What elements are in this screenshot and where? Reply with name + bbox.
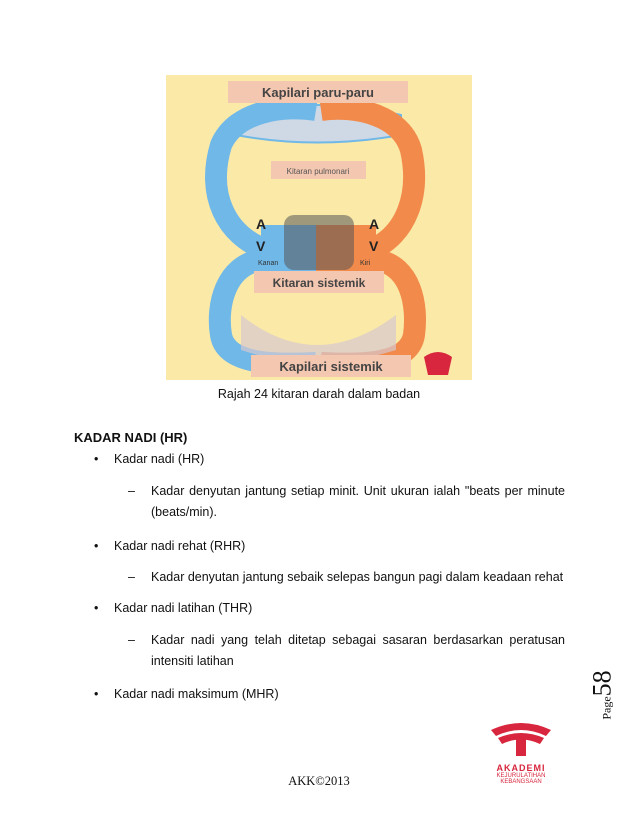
label-kanan: Kanan (258, 260, 279, 267)
dash-icon: – (128, 570, 135, 584)
logo-line2: KEJURULATIHAN (496, 773, 546, 779)
detail-text: Kadar denyutan jantung setiap minit. Unit ukuran ialah "beats per minute (beats/min). (151, 484, 565, 519)
list-item-label: Kadar nadi rehat (RHR) (114, 539, 246, 553)
label-top: Kapilari paru-paru (262, 85, 374, 100)
dash-icon: – (128, 484, 135, 498)
logo-line1: AKADEMI (496, 763, 546, 773)
label-v-left: V (256, 238, 266, 254)
bullet-icon: • (94, 601, 99, 615)
list-item-label: Kadar nadi (HR) (114, 452, 205, 466)
detail-text: Kadar denyutan jantung sebaik selepas bangun pagi dalam keadaan rehat (151, 570, 564, 584)
bullet-icon: • (94, 452, 99, 466)
corner-logo-icon (424, 352, 452, 375)
detail-text: Kadar nadi yang telah ditetap sebagai sasaran berdasarkan peratusan intensiti latihan (151, 633, 565, 668)
list-item-detail (128, 567, 565, 589)
bullet-icon: • (94, 539, 99, 553)
label-systemic: Kitaran sistemik (272, 276, 366, 290)
list-item-label: Kadar nadi latihan (THR) (114, 601, 253, 615)
dash-icon: – (128, 633, 135, 647)
logo-icon (486, 718, 556, 758)
circulation-diagram (166, 75, 472, 380)
label-pulmonary: Kitaran pulmonari (286, 167, 350, 176)
list-item-label: Kadar nadi maksimum (MHR) (114, 687, 279, 701)
page-number-value: 58 (587, 670, 617, 697)
label-bottom: Kapilari sistemik (279, 359, 383, 374)
label-v-right: V (369, 238, 379, 254)
list-item-detail (128, 481, 565, 525)
page-prefix: Page (599, 696, 614, 720)
logo-line3: KEBANGSAAN (500, 779, 542, 785)
section-heading: KADAR NADI (HR) (74, 430, 188, 445)
figure-caption: Rajah 24 kitaran darah dalam badan (217, 387, 421, 401)
page-number (586, 660, 626, 720)
list-item-detail (128, 630, 565, 674)
label-a-right: A (369, 216, 380, 232)
footer: AKK©2013 (288, 774, 350, 788)
bullet-icon: • (94, 687, 99, 701)
label-a-left: A (256, 216, 267, 232)
label-kiri: Kiri (360, 260, 371, 267)
